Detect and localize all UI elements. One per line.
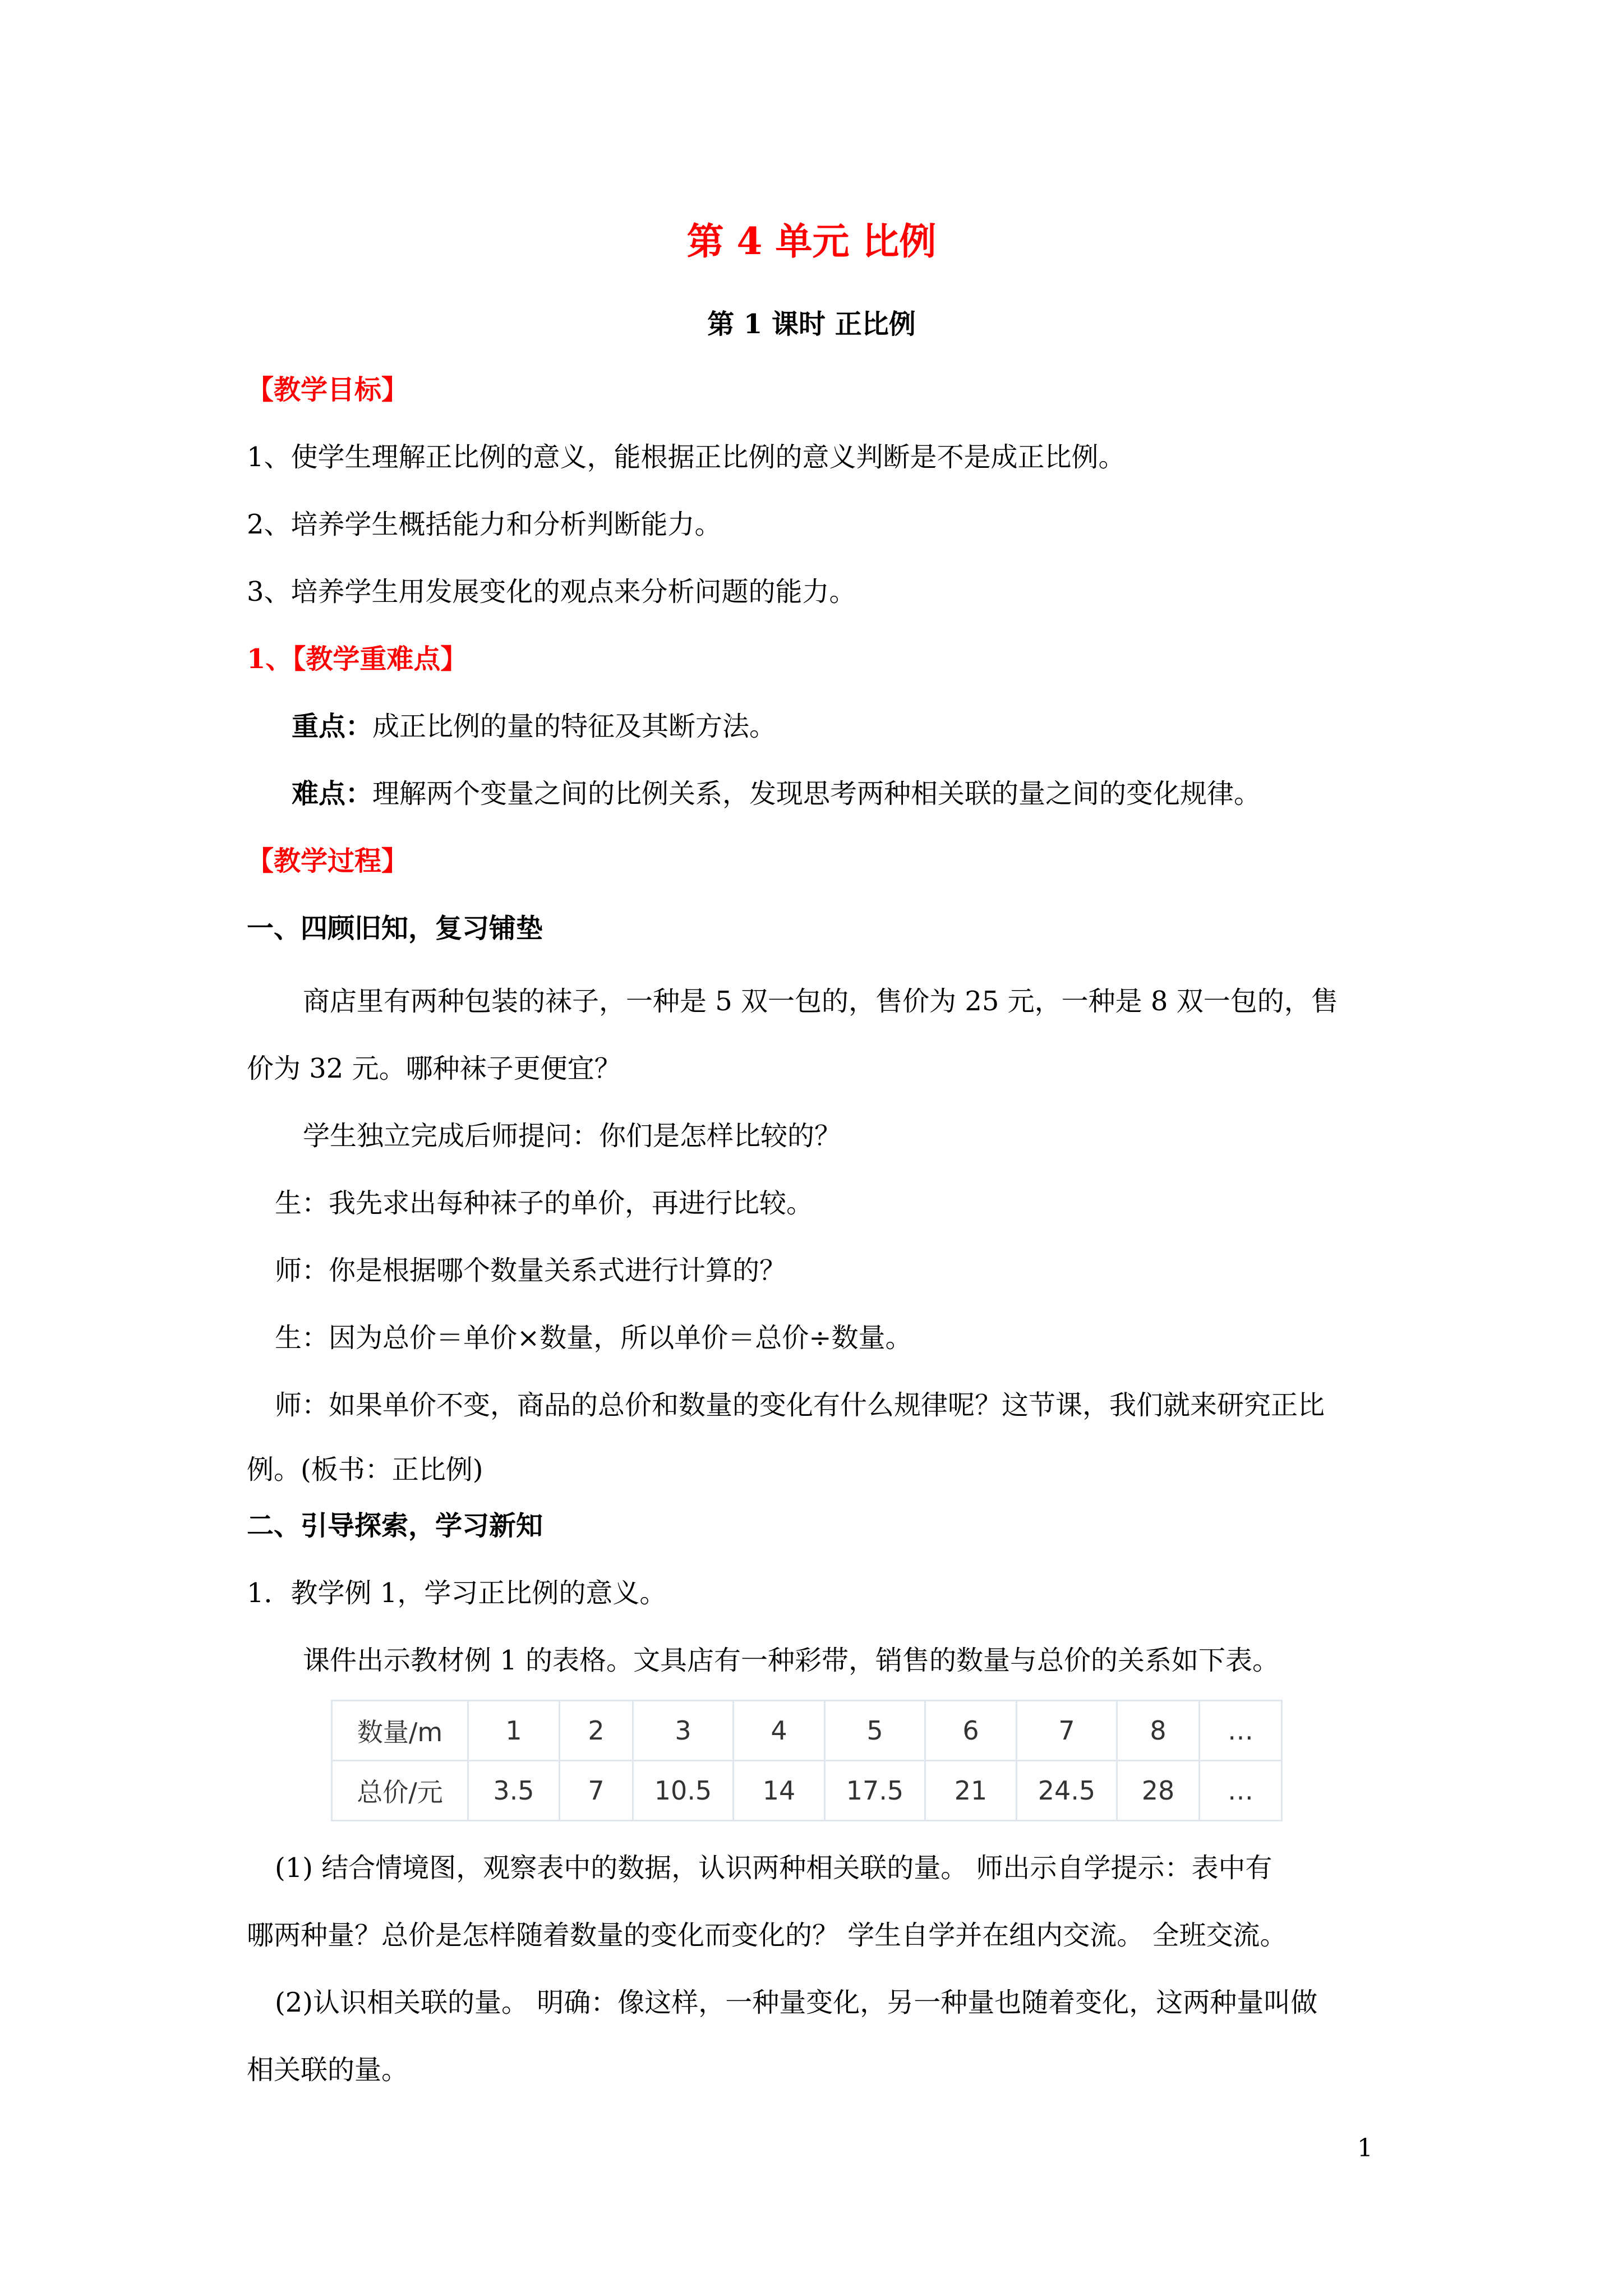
table-cell: 3.5	[468, 1761, 560, 1821]
table-cell: 7	[560, 1761, 633, 1821]
difficulty-line	[292, 771, 1436, 816]
goal-item: 1、使学生理解正比例的意义，能根据正比例的意义判断是不是成正比例。	[247, 441, 1126, 473]
section-heading: 一、四顾旧知，复习铺垫	[247, 913, 543, 944]
table-cell: 21	[925, 1761, 1017, 1821]
table-cell: …	[1200, 1761, 1282, 1821]
paragraph-line: 1．教学例 1，学习正比例的意义。	[247, 1577, 667, 1609]
dialogue-line: 生：我先求出每种袜子的单价，再进行比较。	[275, 1188, 814, 1219]
table-cell: 2	[560, 1701, 633, 1761]
table-cell: 1	[468, 1701, 560, 1761]
table-cell: 总价/元	[332, 1761, 468, 1821]
table-cell: 28	[1117, 1761, 1200, 1821]
paragraph-line: 价为 32 元。哪种袜子更便宜？	[247, 1053, 621, 1084]
paragraph-line: 课件出示教材例 1 的表格。文具店有一种彩带，销售的数量与总价的关系如下表。	[303, 1645, 1280, 1676]
table-cell: 6	[925, 1701, 1017, 1761]
focus-line	[292, 704, 1436, 749]
paragraph-line: 学生独立完成后师提问：你们是怎样比较的？	[303, 1120, 842, 1152]
keypoints-heading: 1、【教学重难点】	[247, 643, 468, 675]
table-cell: 14	[734, 1761, 825, 1821]
paragraph-line: 商店里有两种包装的袜子，一种是 5 双一包的，售价为 25 元，一种是 8 双一包的，售	[303, 986, 1338, 1017]
section-heading: 二、引导探索，学习新知	[247, 1510, 543, 1542]
quantity-price-table	[331, 1700, 1283, 1821]
dialogue-line: 生：因为总价＝单价×数量，所以单价＝总价÷数量。	[275, 1322, 912, 1354]
focus-text: 成正比例的量的特征及其断方法。	[372, 711, 777, 742]
page-title: 第 4 单元 比例	[686, 219, 937, 263]
table-cell: 4	[734, 1701, 825, 1761]
table-cell: 5	[825, 1701, 925, 1761]
table-cell: 17.5	[825, 1761, 925, 1821]
table-cell: 24.5	[1017, 1761, 1117, 1821]
difficulty-label: 难点：	[292, 778, 373, 809]
page-number: 1	[1357, 2134, 1373, 2162]
table-row	[332, 1701, 1282, 1761]
lesson-subtitle: 第 1 课时 正比例	[707, 309, 916, 340]
table-cell: 8	[1117, 1701, 1200, 1761]
dialogue-line: 例。(板书：正比例)	[247, 1454, 483, 1485]
goals-heading: 【教学目标】	[247, 374, 409, 406]
goal-item: 3、培养学生用发展变化的观点来分析问题的能力。	[247, 576, 856, 608]
dialogue-line: 师：你是根据哪个数量关系式进行计算的？	[275, 1255, 787, 1286]
process-heading: 【教学过程】	[247, 845, 409, 877]
table-cell: …	[1200, 1701, 1282, 1761]
dialogue-line: 师：如果单价不变，商品的总价和数量的变化有什么规律呢？这节课，我们就来研究正比	[275, 1389, 1325, 1421]
paragraph-line: 哪两种量？总价是怎样随着数量的变化而变化的？ 学生自学并在组内交流。 全班交流。	[247, 1920, 1287, 1951]
table-cell: 数量/m	[332, 1701, 468, 1761]
focus-label: 重点：	[292, 711, 373, 742]
goal-item: 2、培养学生概括能力和分析判断能力。	[247, 509, 722, 540]
difficulty-text: 理解两个变量之间的比例关系，发现思考两种相关联的量之间的变化规律。	[372, 778, 1261, 809]
table-cell: 7	[1017, 1701, 1117, 1761]
paragraph-line: (1) 结合情境图，观察表中的数据，认识两种相关联的量。 师出示自学提示：表中有	[275, 1852, 1272, 1884]
paragraph-line: 相关联的量。	[247, 2054, 409, 2086]
table-cell: 10.5	[633, 1761, 734, 1821]
table-row	[332, 1761, 1282, 1821]
table-cell: 3	[633, 1701, 734, 1761]
paragraph-line: (2)认识相关联的量。 明确：像这样，一种量变化，另一种量也随着变化，这两种量叫做	[275, 1987, 1318, 2018]
